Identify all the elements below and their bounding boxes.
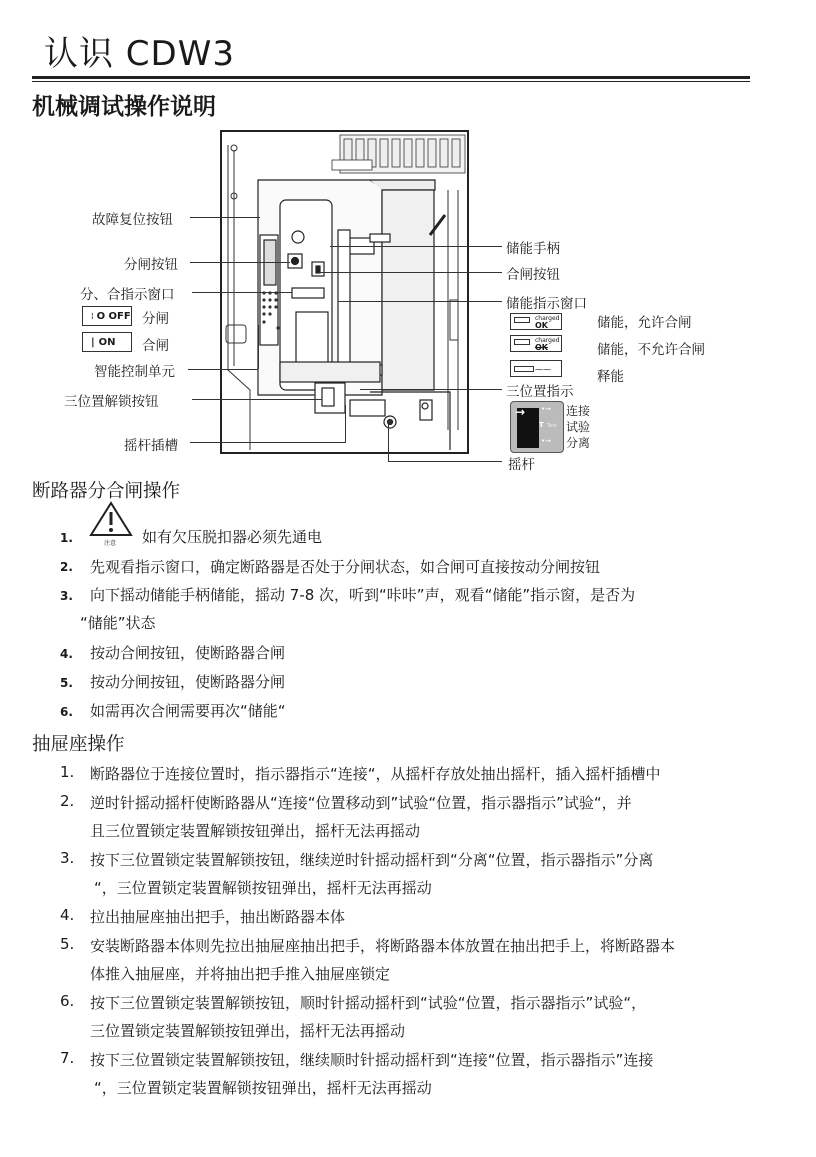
op1-item-text: “储能”状态 (80, 614, 156, 632)
op2-item-text: 断路器位于连接位置时，指示器指示“连接“，从摇杆存放处抽出摇杆，插入摇杆插槽中 (90, 765, 661, 783)
op1-num: 3. (60, 589, 73, 603)
indicator-charged-ok: charged OK (510, 313, 562, 330)
label-close: 合闸 (142, 338, 169, 354)
indicator-charged-not-ok: charged OK (510, 335, 562, 352)
op2-item-text: 按下三位置锁定装置解锁按钮，继续顺时针摇动摇杆到“连接“位置，指示器指示”连接 (90, 1051, 654, 1069)
leader-line (388, 420, 389, 461)
indicator-discharged: ⁓⁓ (510, 360, 562, 377)
op2-num: 5. (60, 935, 75, 953)
label-crank-slot: 摇杆插槽 (124, 438, 178, 454)
position-test: 试验 (566, 420, 591, 434)
op2-item-text: “，三位置锁定装置解锁按钮弹出，摇杆无法再摇动 (94, 879, 432, 897)
on-indicator-box: | ON (82, 332, 132, 352)
label-open-close-window: 分、合指示窗口 (80, 287, 175, 303)
label-fault-reset-button: 故障复位按钮 (92, 212, 173, 228)
label-crank: 摇杆 (508, 457, 535, 473)
op2-num: 1. (60, 763, 75, 781)
position-disconnect: 分离 (566, 436, 591, 450)
off-indicator-box: ¦ O OFF (82, 306, 132, 326)
header-rule (32, 76, 750, 79)
top-terminals (332, 135, 465, 173)
leader-line (338, 301, 502, 302)
label-open: 分闸 (142, 311, 169, 327)
label-open-button: 分闸按钮 (124, 257, 178, 273)
section-title: 机械调试操作说明 (32, 94, 216, 120)
leader-line (360, 389, 502, 390)
label-close-button: 合闸按钮 (506, 267, 560, 283)
op2-item-text: 安装断路器本体则先拉出抽屉座抽出把手，将断路器本体放置在抽出把手上，将断路器本 (90, 937, 676, 955)
leader-line (345, 405, 346, 443)
leader-line (188, 369, 258, 370)
position-connect: 连接 (566, 404, 591, 418)
status-charged-not-allow: 储能，不允许合闸 (597, 342, 705, 358)
leader-line (330, 246, 502, 247)
label-charge-handle: 储能手柄 (506, 241, 560, 257)
leader-line (190, 442, 345, 443)
leader-line (192, 399, 322, 400)
op2-item-text: 且三位置锁定装置解锁按钮弹出，摇杆无法再摇动 (90, 822, 421, 840)
op1-item-text: 向下摇动储能手柄储能，摇动 7-8 次，听到“咔咔”声，观看“储能”指示窗，是否为 (90, 586, 636, 604)
leader-line (192, 292, 292, 293)
op1-item-text: 先观看指示窗口，确定断路器是否处于分闸状态，如合闸可直接按动分闸按钮 (90, 558, 601, 576)
op1-item-text: 如需再次合闸需要再次“储能“ (90, 702, 286, 720)
op2-num: 2. (60, 792, 75, 810)
op2-item-text: 逆时针摇动摇杆使断路器从“连接“位置移动到”试验“位置，指示器指示”试验“，并 (90, 794, 632, 812)
label-charge-window: 储能指示窗口 (506, 296, 587, 312)
op1-num: 2. (60, 560, 73, 574)
op2-item-text: 体推入抽屉座，并将抽出把手推入抽屉座锁定 (90, 965, 391, 983)
label-three-position-indicator: 三位置指示 (506, 384, 574, 400)
leader-line (388, 461, 502, 462)
op1-item-text: 按动合闸按钮，使断路器合闸 (90, 644, 286, 662)
op2-num: 6. (60, 992, 75, 1010)
op2-item-text: 按下三位置锁定装置解锁按钮，继续逆时针摇动摇杆到“分离“位置，指示器指示”分离 (90, 851, 654, 869)
op2-item-text: 拉出抽屉座抽出把手，抽出断路器本体 (90, 908, 346, 926)
op1-num: 6. (60, 705, 73, 719)
op2-title: 抽屉座操作 (32, 734, 125, 755)
leader-line (190, 262, 290, 263)
op2-num: 7. (60, 1049, 75, 1067)
op1-num: 1. (60, 531, 73, 545)
op1-item-text: 如有欠压脱扣器必须先通电 (142, 528, 323, 546)
leader-line (190, 217, 260, 218)
op1-item-text: 按动分闸按钮，使断路器分闸 (90, 673, 286, 691)
document-title: 认识 CDW3 (44, 34, 235, 74)
op1-num: 5. (60, 676, 73, 690)
op2-num: 3. (60, 849, 75, 867)
leader-line (258, 325, 259, 369)
position-indicator: → •→ T Test •→ (510, 401, 564, 453)
label-smart-controller: 智能控制单元 (94, 364, 175, 380)
status-discharged: 释能 (597, 369, 624, 385)
op1-title: 断路器分合闸操作 (32, 481, 181, 502)
header-rule-thin (32, 81, 750, 82)
status-charged-allow: 储能，允许合闸 (597, 315, 692, 331)
op1-num: 4. (60, 647, 73, 661)
op2-item-text: 按下三位置锁定装置解锁按钮，顺时针摇动摇杆到“试验“位置，指示器指示”试验“， (90, 994, 647, 1012)
op2-item-text: 三位置锁定装置解锁按钮弹出，摇杆无法再摇动 (90, 1022, 406, 1040)
op2-num: 4. (60, 906, 75, 924)
op2-item-text: “，三位置锁定装置解锁按钮弹出，摇杆无法再摇动 (94, 1079, 432, 1097)
leader-line (318, 272, 502, 273)
label-three-position-unlock: 三位置解锁按钮 (64, 394, 159, 410)
warning-caption: 注意 (104, 540, 117, 547)
